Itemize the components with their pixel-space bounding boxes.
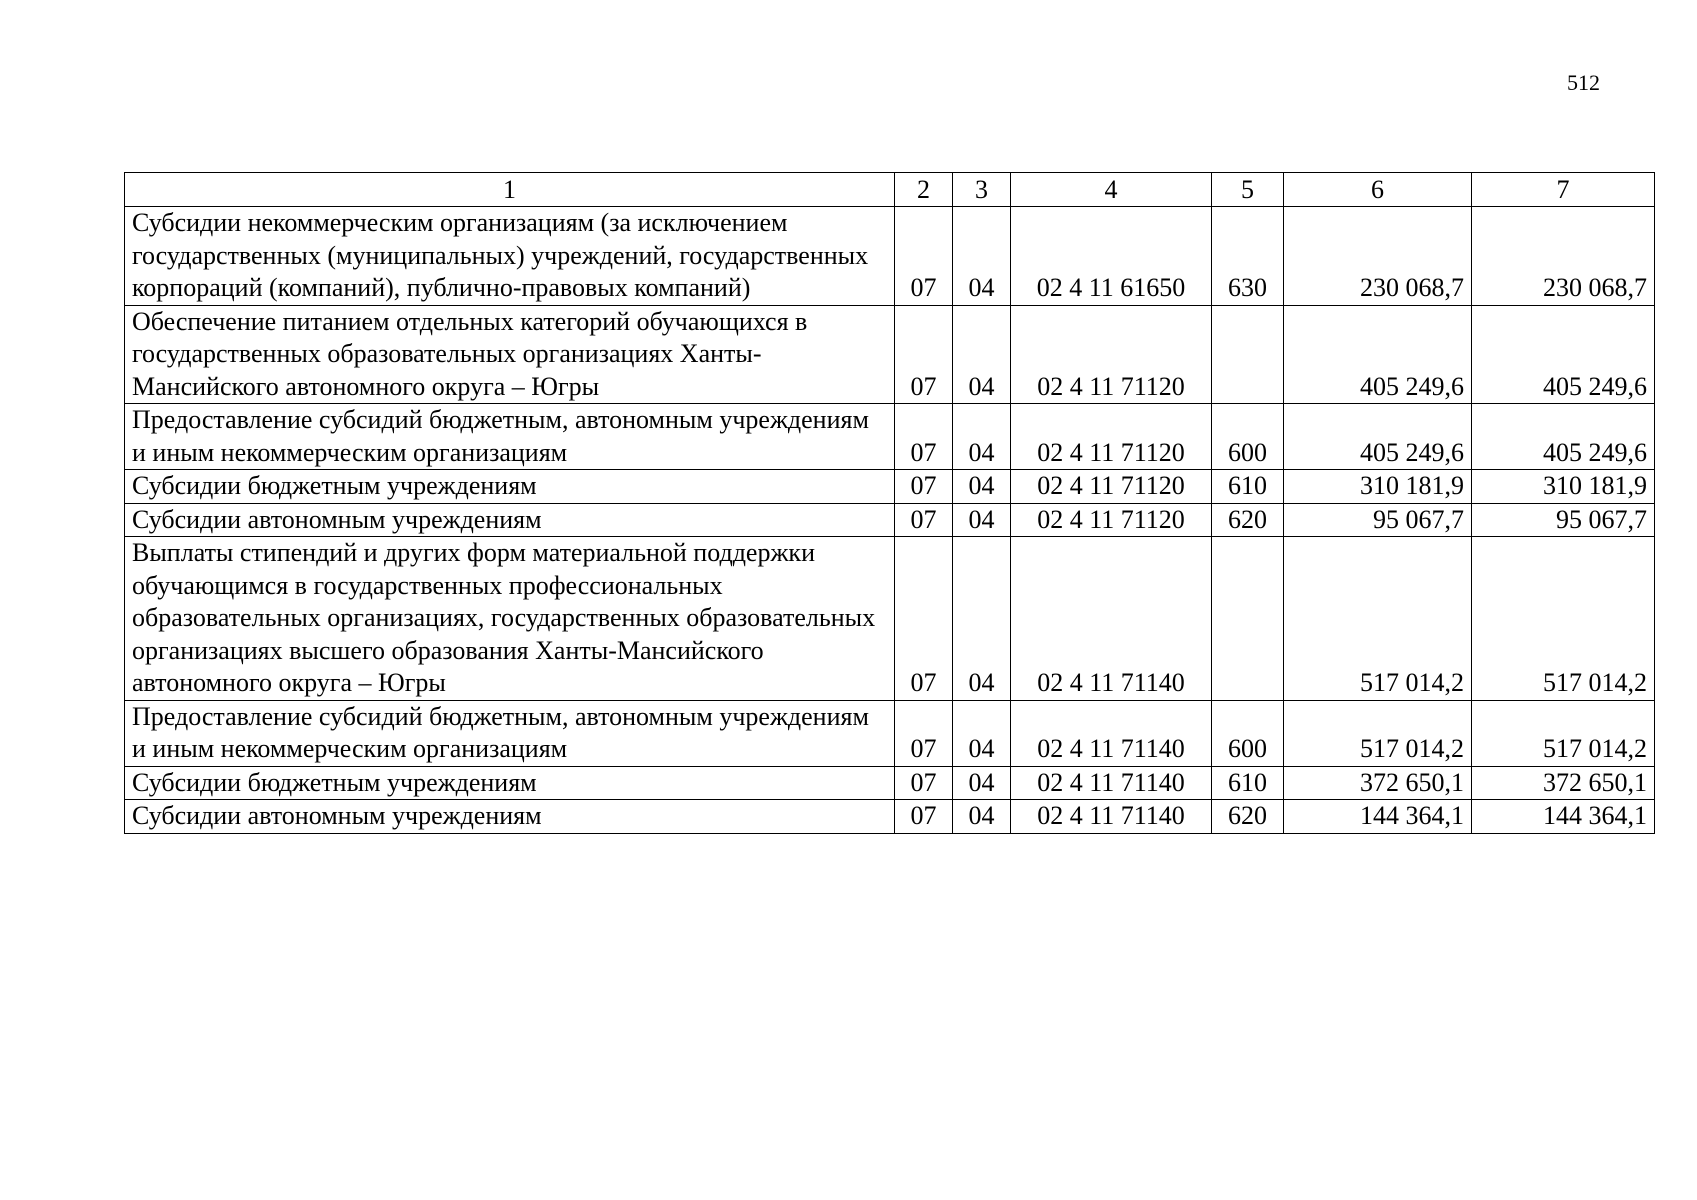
row-subsection: 04 [953,766,1011,800]
row-sum-2: 517 014,2 [1472,537,1655,701]
budget-table [124,172,1655,834]
row-expense-type: 600 [1212,700,1284,766]
row-sum-2: 405 249,6 [1472,305,1655,404]
table-row [125,305,1655,404]
page-number: 512 [1567,70,1600,95]
row-section: 07 [895,207,953,306]
table-row [125,503,1655,537]
row-name: Обеспечение питанием отдельных категорий обучающихся в государственных образовательных организациях Ханты-Мансийского автономного округа – Югры [125,305,895,404]
column-header-1: 1 [125,173,895,207]
table-row [125,537,1655,701]
row-subsection: 04 [953,207,1011,306]
row-sum-2: 230 068,7 [1472,207,1655,306]
row-target-code: 02 4 11 71120 [1011,404,1212,470]
header-row [125,173,1655,207]
row-sum-1: 405 249,6 [1284,305,1472,404]
row-subsection: 04 [953,404,1011,470]
row-name: Субсидии некоммерческим организациям (за исключением государственных (муниципальных) учреждений, государственных корпораций (компаний), публично-правовых компаний) [125,207,895,306]
row-section: 07 [895,766,953,800]
row-expense-type: 630 [1212,207,1284,306]
row-sum-1: 310 181,9 [1284,470,1472,504]
row-sum-2: 95 067,7 [1472,503,1655,537]
row-expense-type: 610 [1212,766,1284,800]
row-sum-2: 405 249,6 [1472,404,1655,470]
row-sum-2: 372 650,1 [1472,766,1655,800]
column-header-2: 2 [895,173,953,207]
row-expense-type: 600 [1212,404,1284,470]
row-name: Субсидии автономным учреждениям [125,800,895,834]
table-row [125,207,1655,306]
column-header-7: 7 [1472,173,1655,207]
row-subsection: 04 [953,305,1011,404]
row-target-code: 02 4 11 71140 [1011,700,1212,766]
table-row [125,700,1655,766]
table-row [125,800,1655,834]
row-section: 07 [895,404,953,470]
row-name: Субсидии автономным учреждениям [125,503,895,537]
row-target-code: 02 4 11 71140 [1011,800,1212,834]
row-expense-type: 610 [1212,470,1284,504]
row-sum-1: 517 014,2 [1284,700,1472,766]
row-section: 07 [895,800,953,834]
table-row [125,766,1655,800]
row-sum-2: 310 181,9 [1472,470,1655,504]
row-section: 07 [895,700,953,766]
row-expense-type [1212,305,1284,404]
row-subsection: 04 [953,700,1011,766]
table-row [125,404,1655,470]
row-expense-type [1212,537,1284,701]
column-header-5: 5 [1212,173,1284,207]
row-name: Субсидии бюджетным учреждениям [125,766,895,800]
row-name: Предоставление субсидий бюджетным, автономным учреждениям и иным некоммерческим организациям [125,700,895,766]
row-sum-1: 95 067,7 [1284,503,1472,537]
row-target-code: 02 4 11 71140 [1011,766,1212,800]
row-section: 07 [895,470,953,504]
row-name: Предоставление субсидий бюджетным, автономным учреждениям и иным некоммерческим организациям [125,404,895,470]
row-sum-2: 517 014,2 [1472,700,1655,766]
table-row [125,470,1655,504]
row-section: 07 [895,537,953,701]
row-sum-1: 405 249,6 [1284,404,1472,470]
row-sum-2: 144 364,1 [1472,800,1655,834]
row-sum-1: 517 014,2 [1284,537,1472,701]
row-target-code: 02 4 11 61650 [1011,207,1212,306]
row-expense-type: 620 [1212,503,1284,537]
row-subsection: 04 [953,470,1011,504]
column-header-6: 6 [1284,173,1472,207]
row-target-code: 02 4 11 71120 [1011,470,1212,504]
row-subsection: 04 [953,503,1011,537]
row-target-code: 02 4 11 71140 [1011,537,1212,701]
row-name: Субсидии бюджетным учреждениям [125,470,895,504]
row-sum-1: 230 068,7 [1284,207,1472,306]
row-subsection: 04 [953,800,1011,834]
row-target-code: 02 4 11 71120 [1011,503,1212,537]
column-header-4: 4 [1011,173,1212,207]
row-expense-type: 620 [1212,800,1284,834]
row-subsection: 04 [953,537,1011,701]
row-sum-1: 372 650,1 [1284,766,1472,800]
row-target-code: 02 4 11 71120 [1011,305,1212,404]
column-header-3: 3 [953,173,1011,207]
row-name: Выплаты стипендий и других форм материальной поддержки обучающимся в государственных профессиональных образовательных организациях, государственных образовательных организациях высшего образования Ханты-Мансийского автономного округа – Югры [125,537,895,701]
row-sum-1: 144 364,1 [1284,800,1472,834]
row-section: 07 [895,503,953,537]
row-section: 07 [895,305,953,404]
